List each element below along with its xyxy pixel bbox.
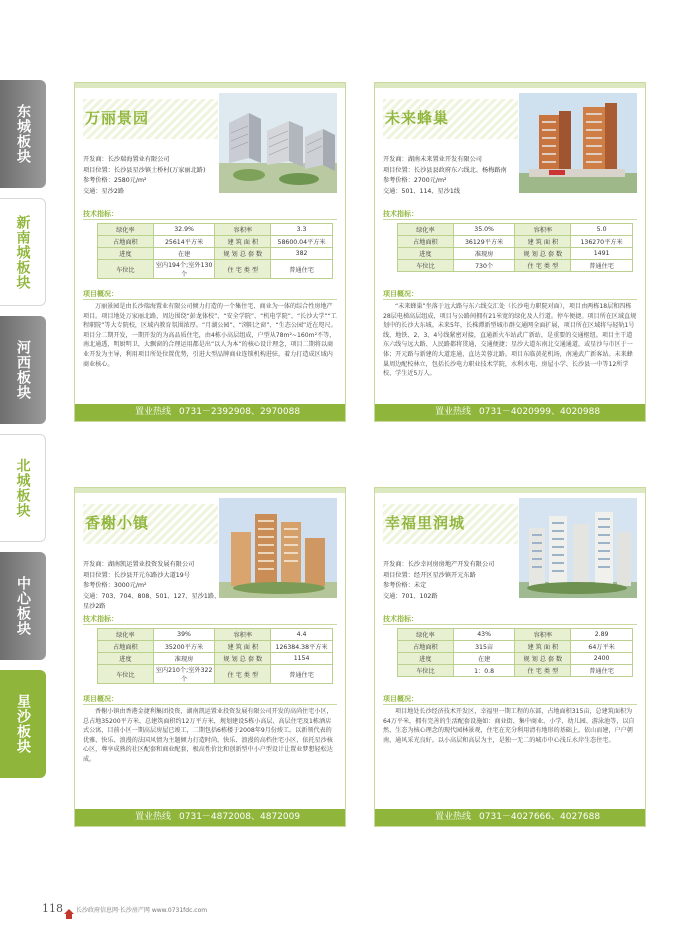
project-title: 未来蜂巢 (385, 109, 450, 127)
project-photo (519, 498, 637, 598)
price-text: 参考价格：3000元/m² (83, 582, 147, 589)
tech-heading: 技术指标： (83, 615, 118, 623)
project-photo (219, 498, 337, 598)
overview-text: “未来蜂巢”坐落于远大路与东六线交汇处（长沙电力职院对面），项目由两栋18层和四栋28层电梯高层组成，项目与公路间拥有21米宽的绿化及人行道。停车便捷。项目所在区域直规划中的长沙大东城。未来5年，长株潭新型城市群交通网全面扩展，项目所在区域将与轻轨1号线，地铁、2、3、4号线紧密对接，直通新火车站武广新站，是重要的交通枢纽。项目主干道东六线与远大路、人民路都将贯通，交通便捷；星沙大道东南北交通通道，或星沙与市区于一体；开元路与新建的大道连通，直达芙蓉北路。项目东临黄花机场，南通武广新客站。未来蜂巢周边配校林立，包括长沙电力职业技术学院，水利水电、房屋小学、长沙县一中等12所学校，学生近5万人。 (383, 303, 637, 378)
developer-text: 开发商：湖南未来置业开发有限公司 (383, 156, 482, 163)
house-icon (64, 904, 74, 923)
location-text: 项目位置：长沙县开元东路沙大道19号 (83, 571, 190, 579)
project-card-xiangxie (74, 487, 346, 827)
location-text: 项目位置：长沙县星沙镇土桥村(万家丽北路) (83, 166, 206, 174)
project-info (383, 155, 523, 197)
tech-heading: 技术指标： (383, 615, 418, 623)
project-photo (219, 93, 337, 193)
hotline-bar: 置业热线 0731－4027666、4027688 (375, 809, 645, 826)
project-card-weilai (374, 82, 646, 422)
hotline-bar: 置业热线 0731－4020999、4020988 (375, 404, 645, 421)
project-title: 万丽景园 (85, 109, 150, 127)
price-text: 参考价格：未定 (383, 582, 427, 589)
project-card-xingfuli (374, 487, 646, 827)
tab-hexi[interactable]: 河西板块 (0, 316, 46, 424)
traffic-text: 交通：星沙2路 (83, 187, 125, 195)
overview-text: 万丽景园是由长沙瑞海置业有限公司倾力打造的一个集住宅、商业为一体的综合性房地产项目。项目地处万家丽北路，周边围绕“彭龙体校”、“安全学院”、“机电学院”、“长沙大学”“工程职院”等大专院校，区域内教育氛围浓厚。“月湖公园”、“浏阳之窗”、“生态公园”近在咫尺。项目分二期开发，一期开发的为高品质住宅，由4栋小高层组成，户型从78m²~160m²不等，南北通透，明厨明卫，大飘窗的合理运用都是出“以人为本”的核心设计理念，项目二期将以商业开发为主导，利用项目所处位置优势，引进大型品牌商业连锁机构进驻，着力打造成区域内商业核心。 (83, 303, 337, 368)
overview-text: 项目地处长沙经济技术开发区，幸福里一期工程的东部，占地面积315亩，总建筑面积为64万平米，拥有完善的生活配套设施如：商业街、集中商业、小学、幼儿园、游泳池等，以自然、生态为核心理念的现代园林景观，住宅在充分利用清有地形的基础上，依山而建，户户朝南，通风采光良好。以小高层和高层为主，是独一无二的城市中心浅丘水岸生态住宅。 (383, 708, 635, 744)
price-text: 参考价格：2580元/m² (83, 177, 147, 184)
page-number: 118 (42, 902, 63, 915)
tech-table: 绿化率 43% 容积率 2.89 占地面积 315亩 建 筑 面 积 64万平米 进度 在建 规 划 总 套 数 2400 车位比 1：0.8 住 宅 类 型 普通住宅 (397, 628, 633, 677)
traffic-text: 交通：501、114、星沙1线 (383, 187, 461, 195)
location-text: 项目位置：经开区星沙镇开元东路 (383, 571, 476, 579)
developer-text: 开发商：长沙幸河房房地产开发有限公司 (383, 561, 495, 568)
hotline-bar: 置业热线 0731－2392908、2970088 (75, 404, 345, 421)
developer-text: 开发商：湖南凯运置业投资发展有限公司 (83, 561, 195, 568)
tab-new-south[interactable]: 新南城板块 (0, 198, 46, 306)
tab-east[interactable]: 东城板块 (0, 80, 46, 188)
tech-table: 绿化率 35.0% 容积率 5.0 占地面积 36129平方米 建 筑 面 积 136270平方米 进度 准现房 规 划 总 套 数 1491 车位比 730个 住 宅 类 型 普通住宅 (397, 223, 633, 272)
hotline-number: 0731－4872008、4872009 (179, 812, 301, 822)
location-text: 项目位置：长沙县县政府东六线北、杨梅路南 (383, 166, 507, 174)
project-info (83, 560, 223, 613)
project-title: 香榭小镇 (85, 514, 150, 532)
hotline-number: 0731－4027666、4027688 (479, 812, 601, 822)
tech-heading: 技术指标： (83, 210, 118, 218)
developer-text: 开发商：长沙瑞海置业有限公司 (83, 156, 170, 163)
project-info (83, 155, 223, 197)
overview-heading: 项目概况： (83, 695, 118, 703)
traffic-text: 交通：703、704、808、501、127、星沙1路、星沙2路 (83, 592, 221, 610)
overview-heading: 项目概况： (83, 290, 118, 298)
tab-north[interactable]: 北城板块 (0, 434, 46, 542)
tech-table: 绿化率 39% 容积率 4.4 占地面积 35200平方米 建 筑 面 积 126384.38平方米 进度 准现房 规 划 总 套 数 1154 车位比 室内210个;室外322个 住 宅 类 型 普通住宅 (97, 628, 333, 684)
overview-text: 香榭小镇由香港金捷利集团投资，湖南凯运置业投资发展有限公司开发的高尚住宅小区，总占地35200平方米，总建筑面积约12万平方米，规划建设5栋小高层、高层住宅及1栋酒店式公寓，目前小区一期高层房屋已竣工，二期包括6栋楼于2008年9月份竣工。以新领代表的优雅、快乐、浪漫的法国风情为主题倾力打造时尚、快乐、浪漫的高档住宅小区，依托星沙核心区，尊享成熟的社区配套和商业配套，极高性价比和创新型中小户型设计让置业梦想轻松达成。 (83, 708, 333, 763)
traffic-text: 交通：701、102路 (383, 592, 438, 600)
project-info (383, 560, 523, 602)
overview-heading: 项目概况： (383, 695, 418, 703)
project-card-wanli (74, 82, 346, 422)
tab-center[interactable]: 中心板块 (0, 552, 46, 660)
hotline-bar: 置业热线 0731－4872008、4872009 (75, 809, 345, 826)
region-tabs (0, 80, 48, 840)
footer-text: 长沙政府信息网·长沙房产网 www.0731fdc.com (76, 907, 208, 914)
tech-table: 绿化率 32.9% 容积率 3.3 占地面积 25614平方米 建 筑 面 积 58600.04平方米 进度 在建 规 划 总 套 数 382 车位比 室内194个;室外130个 住 宅 类 型 普通住宅 (97, 223, 333, 279)
project-photo (519, 93, 637, 193)
overview-heading: 项目概况： (383, 290, 418, 298)
project-title: 幸福里润城 (385, 514, 466, 532)
price-text: 参考价格：2700元/m² (383, 177, 447, 184)
tech-heading: 技术指标： (383, 210, 418, 218)
tab-xingsha[interactable]: 星沙板块 (0, 670, 46, 778)
hotline-number: 0731－4020999、4020988 (479, 407, 601, 417)
hotline-number: 0731－2392908、2970088 (179, 407, 301, 417)
